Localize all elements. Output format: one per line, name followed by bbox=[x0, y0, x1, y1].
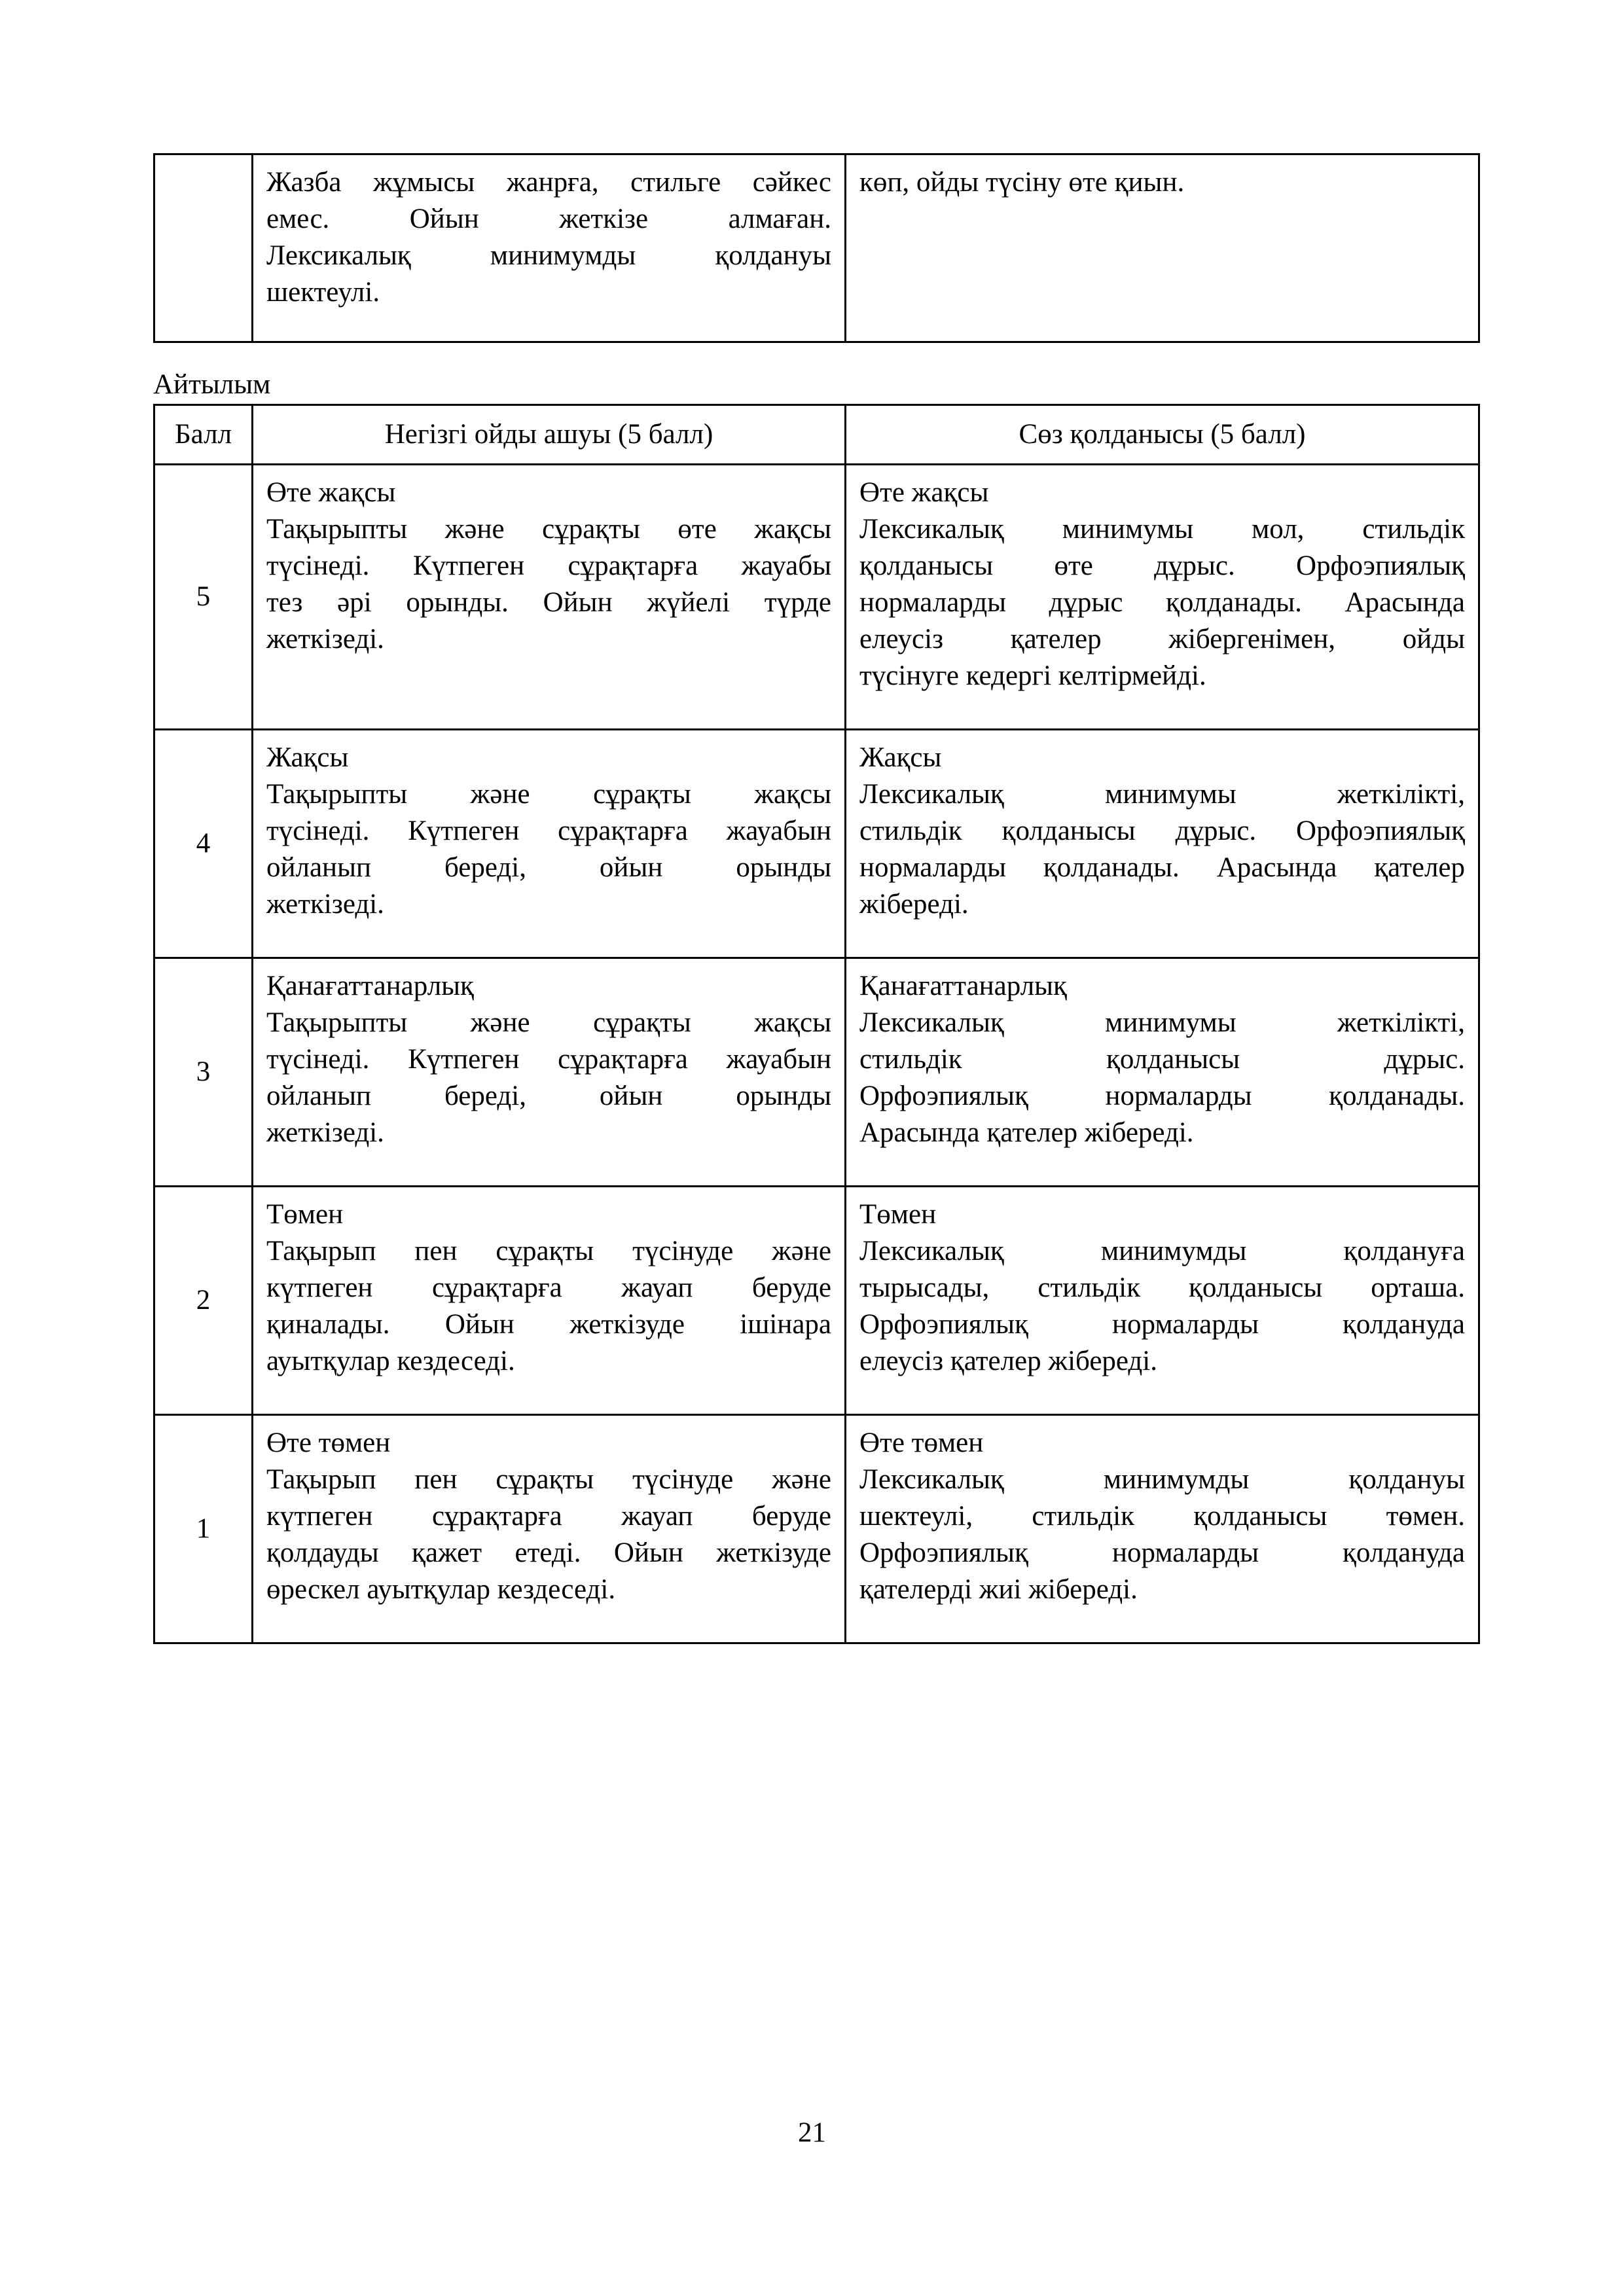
text-line: жеткізеді. bbox=[266, 624, 384, 655]
text-line: тырысады, стильдік қолданысы орташа. bbox=[859, 1272, 1465, 1303]
text-line: тез әрі орынды. Ойын жүйелі түрде bbox=[266, 587, 831, 618]
text-line: жеткізеді. bbox=[266, 889, 384, 920]
text-line: Орфоэпиялық нормаларды қолданады. bbox=[859, 1081, 1465, 1111]
level-label: Өте жақсы bbox=[266, 477, 396, 508]
word-usage-cell bbox=[846, 465, 1479, 730]
text-line: шектеулі. bbox=[266, 277, 380, 308]
text-line: Жазба жұмысы жанрға, стильге сәйкес bbox=[266, 167, 831, 198]
level-label: Өте жақсы bbox=[859, 477, 989, 508]
table-row bbox=[154, 730, 1479, 958]
table-header-row bbox=[154, 405, 1479, 465]
table-row bbox=[154, 154, 1479, 342]
text-line: Тақырыпты және сұрақты өте жақсы bbox=[266, 514, 831, 545]
text-line: күтпеген сұрақтарға жауап беруде bbox=[266, 1272, 831, 1303]
main-idea-cell bbox=[253, 1415, 846, 1643]
table-row bbox=[154, 958, 1479, 1187]
score-cell: 3 bbox=[154, 958, 253, 1187]
word-usage-cell bbox=[846, 730, 1479, 958]
text-line: Тақырыпты және сұрақты жақсы bbox=[266, 1007, 831, 1038]
text-line: ауытқулар кездеседі. bbox=[266, 1346, 515, 1376]
text-line: түсінеді. Күтпеген сұрақтарға жауабы bbox=[266, 550, 831, 581]
text-line: стильдік қолданысы дұрыс. bbox=[859, 1044, 1465, 1075]
text-line: Арасында қателер жібереді. bbox=[859, 1117, 1194, 1148]
text-line: Лексикалық минимумы мол, стильдік bbox=[859, 514, 1465, 545]
text-line: ойланып береді, ойын орынды bbox=[266, 852, 831, 883]
text-line: Тақырып пен сұрақты түсінуде және bbox=[266, 1464, 831, 1495]
text-line: күтпеген сұрақтарға жауап беруде bbox=[266, 1501, 831, 1532]
text-line: Лексикалық минимумды қолдануы bbox=[859, 1464, 1465, 1495]
text-line: түсінеді. Күтпеген сұрақтарға жауабын bbox=[266, 1044, 831, 1075]
text-line: нормаларды дұрыс қолданады. Арасында bbox=[859, 587, 1465, 618]
text-line: өрескел ауытқулар кездеседі. bbox=[266, 1574, 616, 1605]
main-idea-cell bbox=[253, 730, 846, 958]
text-line: Лексикалық минимумды қолдануы bbox=[266, 240, 831, 271]
level-label: Төмен bbox=[859, 1199, 937, 1230]
text-line: қолданысы өте дұрыс. Орфоэпиялық bbox=[859, 550, 1465, 581]
text-line: нормаларды қолданады. Арасында қателер bbox=[859, 852, 1465, 883]
level-label: Жақсы bbox=[859, 742, 942, 773]
word-usage-cell bbox=[846, 1415, 1479, 1643]
table-row bbox=[154, 465, 1479, 730]
text-line: жеткізеді. bbox=[266, 1117, 384, 1148]
score-cell bbox=[154, 154, 253, 342]
column-header-main-idea: Негізгі ойды ашуы (5 балл) bbox=[253, 405, 846, 465]
score-cell: 4 bbox=[154, 730, 253, 958]
text-line: Тақырыпты және сұрақты жақсы bbox=[266, 779, 831, 810]
level-label: Қанағаттанарлық bbox=[859, 971, 1067, 1001]
column-header-score: Балл bbox=[154, 405, 253, 465]
section-title: Айтылым bbox=[153, 369, 271, 400]
text-line: түсінуге кедергі келтірмейді. bbox=[859, 660, 1206, 691]
text-line: қолдауды қажет етеді. Ойын жеткізуде bbox=[266, 1537, 831, 1568]
table-row bbox=[154, 1187, 1479, 1415]
main-idea-cell bbox=[253, 1187, 846, 1415]
text-line: стильдік қолданысы дұрыс. Орфоэпиялық bbox=[859, 816, 1465, 846]
text-line: Лексикалық минимумы жеткілікті, bbox=[859, 779, 1465, 810]
score-cell: 2 bbox=[154, 1187, 253, 1415]
level-label: Өте төмен bbox=[266, 1427, 391, 1458]
text-line: елеусіз қателер жібереді. bbox=[859, 1346, 1158, 1376]
text-line: шектеулі, стильдік қолданысы төмен. bbox=[859, 1501, 1465, 1532]
text-line: ойланып береді, ойын орынды bbox=[266, 1081, 831, 1111]
column-header-word-usage: Сөз қолданысы (5 балл) bbox=[846, 405, 1479, 465]
criteria-cell bbox=[846, 154, 1479, 342]
criteria-cell bbox=[253, 154, 846, 342]
text-line: емес. Ойын жеткізе алмаған. bbox=[266, 204, 831, 234]
main-idea-cell bbox=[253, 958, 846, 1187]
level-label: Қанағаттанарлық bbox=[266, 971, 474, 1001]
text-line: түсінеді. Күтпеген сұрақтарға жауабын bbox=[266, 816, 831, 846]
score-cell: 1 bbox=[154, 1415, 253, 1643]
score-cell: 5 bbox=[154, 465, 253, 730]
main-idea-cell bbox=[253, 465, 846, 730]
level-label: Төмен bbox=[266, 1199, 344, 1230]
level-label: Жақсы bbox=[266, 742, 349, 773]
table-row bbox=[154, 1415, 1479, 1643]
text-line: қателерді жиі жібереді. bbox=[859, 1574, 1138, 1605]
rubric-table bbox=[153, 404, 1480, 1644]
text-line: жібереді. bbox=[859, 889, 969, 920]
text-line: елеусіз қателер жібергенімен, ойды bbox=[859, 624, 1465, 655]
text-line: Орфоэпиялық нормаларды қолдануда bbox=[859, 1309, 1465, 1340]
text-line: көп, ойды түсіну өте қиын. bbox=[859, 167, 1185, 198]
text-line: Лексикалық минимумды қолдануға bbox=[859, 1236, 1465, 1266]
text-line: Орфоэпиялық нормаларды қолдануда bbox=[859, 1537, 1465, 1568]
text-line: Тақырып пен сұрақты түсінуде және bbox=[266, 1236, 831, 1266]
text-line: Лексикалық минимумы жеткілікті, bbox=[859, 1007, 1465, 1038]
page-number: 21 bbox=[798, 2117, 826, 2148]
word-usage-cell bbox=[846, 958, 1479, 1187]
word-usage-cell bbox=[846, 1187, 1479, 1415]
continuation-table bbox=[153, 153, 1480, 343]
level-label: Өте төмен bbox=[859, 1427, 984, 1458]
text-line: қиналады. Ойын жеткізуде ішінара bbox=[266, 1309, 831, 1340]
